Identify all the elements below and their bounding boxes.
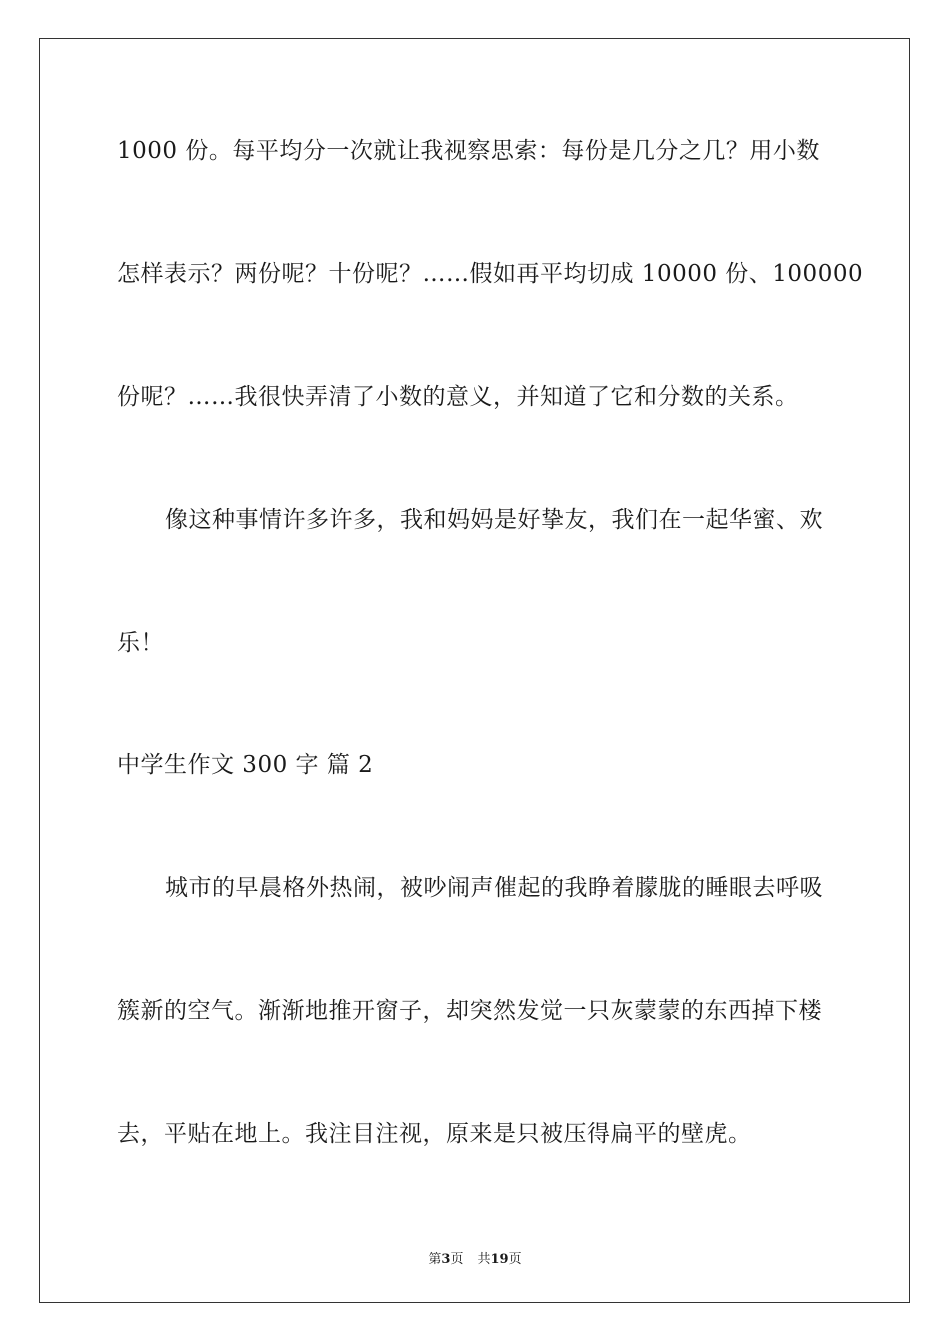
section-heading: 中学生作文 300 字 篇 2 bbox=[117, 752, 374, 778]
body-line-2: 怎样表示？两份呢？十份呢？……假如再平均切成 10000 份、100000 bbox=[117, 261, 864, 287]
body-line-3: 份呢？……我很快弄清了小数的意义，并知道了它和分数的关系。 bbox=[117, 384, 799, 410]
body-line-6: 城市的早晨格外热闹，被吵闹声催起的我睁着朦胧的睡眼去呼吸 bbox=[165, 875, 823, 901]
body-line-4: 像这种事情许多许多，我和妈妈是好挚友，我们在一起华蜜、欢 bbox=[165, 507, 823, 533]
footer-page-prefix: 第 bbox=[428, 1252, 442, 1267]
footer-total-suffix: 页 bbox=[508, 1252, 522, 1267]
body-line-8: 去，平贴在地上。我注目注视，原来是只被压得扁平的壁虎。 bbox=[117, 1121, 752, 1147]
body-line-1: 1000 份。每平均分一次就让我视察思索：每份是几分之几？用小数 bbox=[117, 138, 820, 164]
footer-total-prefix: 共 bbox=[477, 1252, 491, 1267]
footer-page-total: 19 bbox=[490, 1252, 509, 1267]
page-border bbox=[39, 38, 910, 1303]
page-footer bbox=[0, 1248, 950, 1267]
footer-page-suffix: 页 bbox=[450, 1252, 464, 1267]
body-line-7: 簇新的空气。渐渐地推开窗子，却突然发觉一只灰蒙蒙的东西掉下楼 bbox=[117, 998, 822, 1024]
body-line-5: 乐！ bbox=[117, 630, 164, 656]
footer-page-current: 3 bbox=[441, 1252, 451, 1267]
